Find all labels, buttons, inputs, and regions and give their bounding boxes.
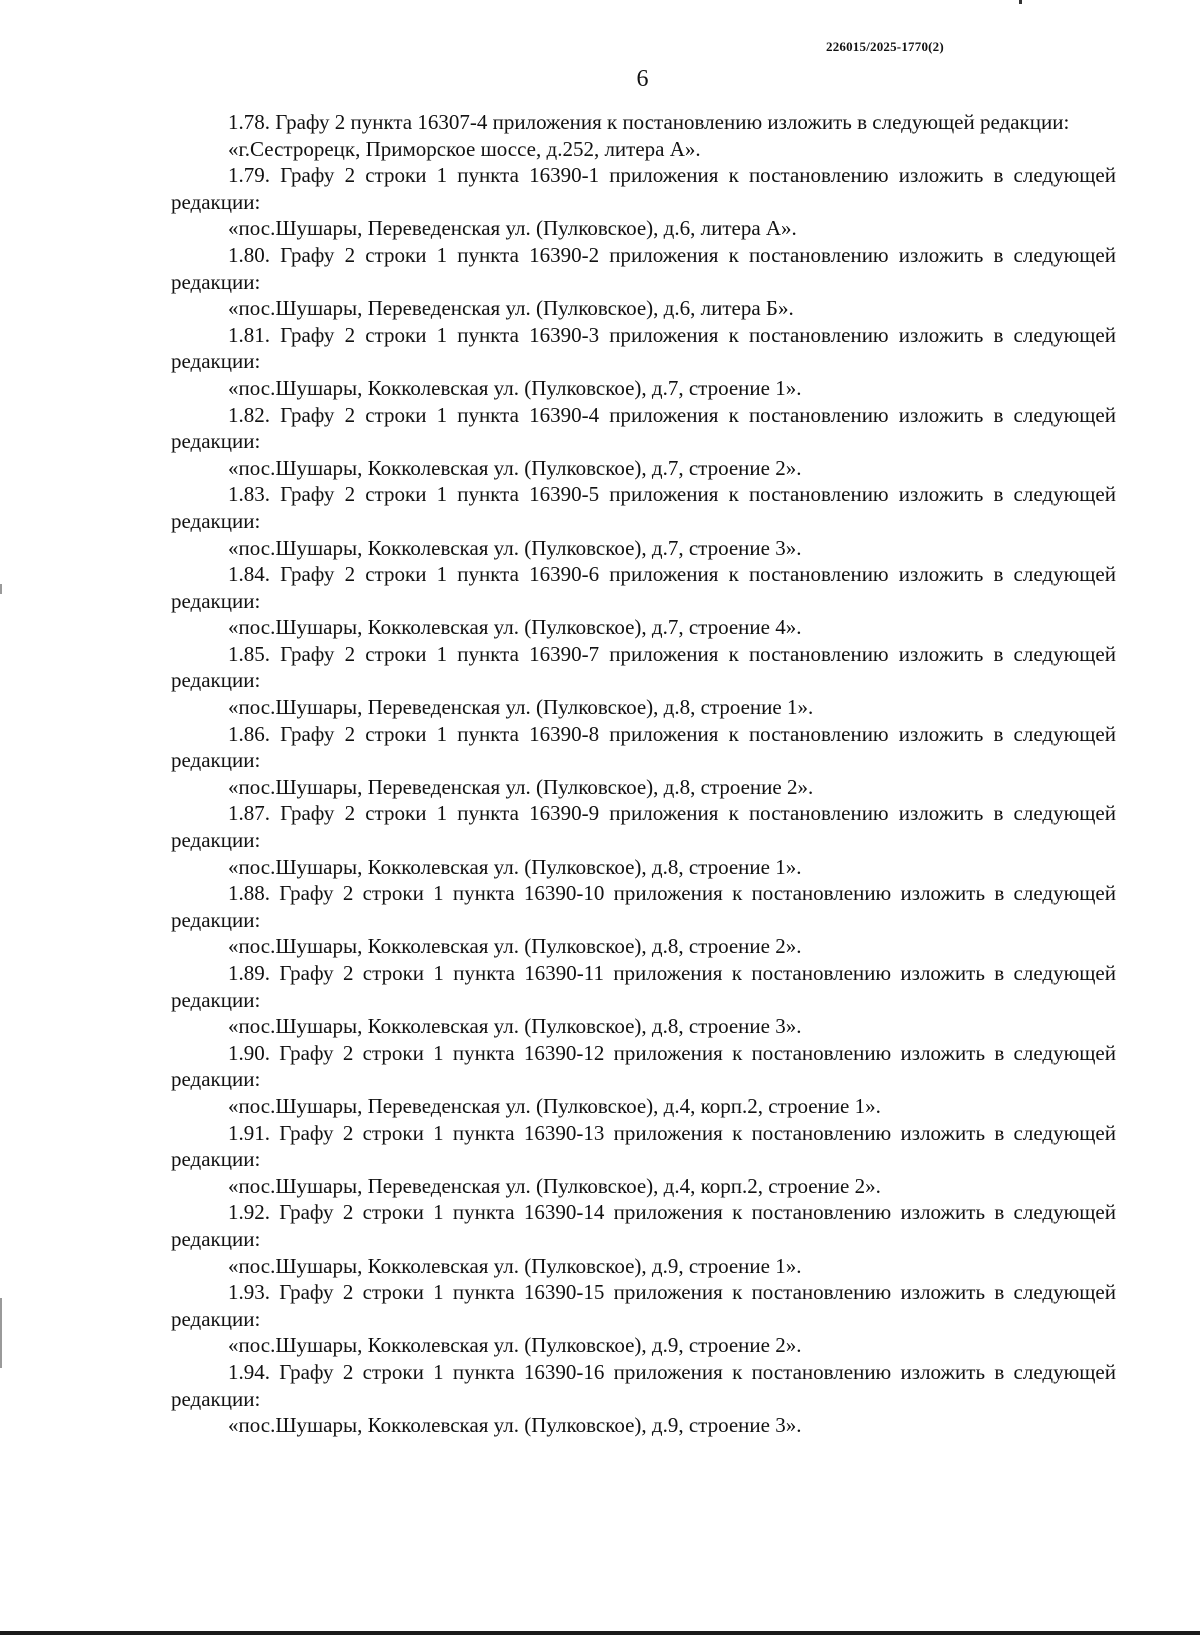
amendment-address: «пос.Шушары, Кокколевская ул. (Пулковское), д.8, строение 2». [228,934,802,959]
amendment-address: «пос.Шушары, Переведенская ул. (Пулковское), д.6, литера А». [228,216,797,241]
amendment-address: «пос.Шушары, Кокколевская ул. (Пулковское), д.8, строение 1». [228,854,802,879]
amendment-address: «пос.Шушары, Переведенская ул. (Пулковское), д.8, строение 2». [228,774,814,799]
amendment-item: 1.87. Графу 2 строки 1 пункта 16390-9 приложения к постановлению изложить в следующей редакции: [171,801,1116,853]
amendment-item: 1.84. Графу 2 строки 1 пункта 16390-6 приложения к постановлению изложить в следующей редакции: [171,562,1116,613]
amendment-item: 1.88. Графу 2 строки 1 пункта 16390-10 приложения к постановлению изложить в следующей редакции: [171,881,1116,932]
amendment-address: «пос.Шушары, Кокколевская ул. (Пулковское), д.8, строение 3». [228,1014,802,1039]
amendment-item: 1.80. Графу 2 строки 1 пункта 16390-2 приложения к постановлению изложить в следующей редакции: [171,242,1116,294]
amendment-address: «пос.Шушары, Переведенская ул. (Пулковское), д.4, корп.2, строение 1». [228,1093,881,1118]
amendment-item: 1.85. Графу 2 строки 1 пункта 16390-7 приложения к постановлению изложить в следующей редакции: [171,641,1116,693]
amendment-item: 1.82. Графу 2 строки 1 пункта 16390-4 приложения к постановлению изложить в следующей редакции: [171,402,1116,454]
amendment-item: 1.78. Графу 2 пункта 16307-4 приложения к постановлению изложить в следующей редакции: [228,110,1070,134]
document-body [171,109,1116,1439]
document-registration-number: 226015/2025-1770(2) [826,39,944,54]
amendment-item: 1.90. Графу 2 строки 1 пункта 16390-12 приложения к постановлению изложить в следующей редакции: [171,1040,1116,1092]
amendment-address: «пос.Шушары, Кокколевская ул. (Пулковское), д.9, строение 2». [228,1333,802,1358]
amendment-item: 1.86. Графу 2 строки 1 пункта 16390-8 приложения к постановлению изложить в следующей редакции: [171,721,1116,773]
amendment-item: 1.92. Графу 2 строки 1 пункта 16390-14 приложения к постановлению изложить в следующей редакции: [171,1200,1116,1251]
amendment-address: «пос.Шушары, Кокколевская ул. (Пулковское), д.9, строение 3». [228,1413,802,1438]
amendment-item: 1.93. Графу 2 строки 1 пункта 16390-15 приложения к постановлению изложить в следующей редакции: [171,1280,1116,1331]
amendment-item: 1.89. Графу 2 строки 1 пункта 16390-11 приложения к постановлению изложить в следующей редакции: [171,961,1116,1012]
amendment-address: «пос.Шушары, Переведенская ул. (Пулковское), д.4, корп.2, строение 2». [228,1173,881,1198]
amendment-address: «пос.Шушары, Кокколевская ул. (Пулковское), д.7, строение 4». [228,615,802,640]
page-number: 6 [636,66,649,92]
amendment-address: «пос.Шушары, Переведенская ул. (Пулковское), д.6, литера Б». [228,296,794,321]
amendment-address: «пос.Шушары, Кокколевская ул. (Пулковское), д.7, строение 3». [228,535,802,560]
amendment-address: «пос.Шушары, Переведенская ул. (Пулковское), д.8, строение 1». [228,695,814,720]
amendment-item: 1.81. Графу 2 строки 1 пункта 16390-3 приложения к постановлению изложить в следующей редакции: [171,322,1116,374]
amendment-address: «г.Сестрорецк, Приморское шоссе, д.252, литера А». [228,136,701,161]
amendment-address: «пос.Шушары, Кокколевская ул. (Пулковское), д.9, строение 1». [228,1253,802,1278]
amendment-item: 1.83. Графу 2 строки 1 пункта 16390-5 приложения к постановлению изложить в следующей редакции: [171,482,1116,533]
scan-artifact [0,1298,2,1368]
amendment-address: «пос.Шушары, Кокколевская ул. (Пулковское), д.7, строение 2». [228,455,802,480]
scan-artifact [0,584,2,594]
amendment-item: 1.94. Графу 2 строки 1 пункта 16390-16 приложения к постановлению изложить в следующей редакции: [171,1359,1116,1411]
scan-artifact [0,1631,1200,1635]
amendment-address: «пос.Шушары, Кокколевская ул. (Пулковское), д.7, строение 1». [228,375,802,400]
amendment-item: 1.79. Графу 2 строки 1 пункта 16390-1 приложения к постановлению изложить в следующей редакции: [171,163,1116,214]
scan-artifact [1019,0,1022,4]
amendment-item: 1.91. Графу 2 строки 1 пункта 16390-13 приложения к постановлению изложить в следующей редакции: [171,1120,1116,1172]
